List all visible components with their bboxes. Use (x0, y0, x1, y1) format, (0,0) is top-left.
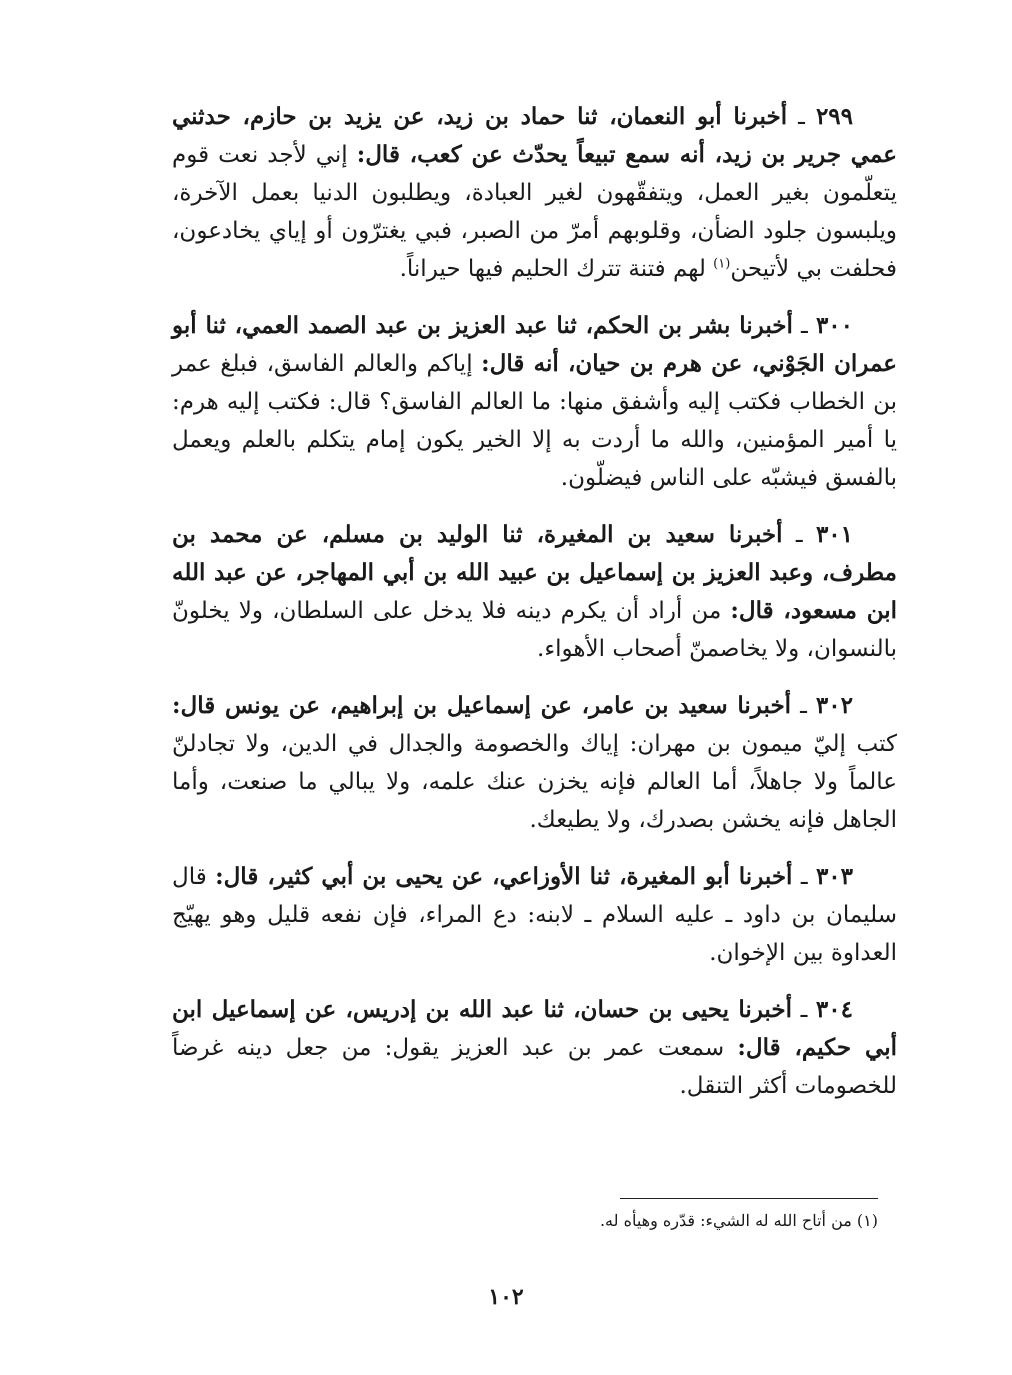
matn-continued: لهم فتنة تترك الحليم فيها حيراناً. (399, 256, 706, 282)
hadith-303 (172, 858, 897, 972)
footnote-reference: (١) (713, 256, 731, 272)
number-dash: ـ (791, 997, 816, 1023)
hadith-number: ٣٠٤ (815, 996, 853, 1023)
footnote-separator (620, 1198, 878, 1199)
footnote: (١) من أتاح الله له الشيء: قدّره وهيأه له. (599, 1211, 878, 1230)
page-number: ١٠٢ (488, 1284, 524, 1310)
main-text (172, 98, 897, 1124)
number-dash: ـ (792, 864, 816, 890)
hadith-number: ٣٠٣ (815, 863, 853, 890)
number-dash: ـ (782, 522, 816, 548)
matn: قال سليمان بن داود ـ عليه السلام ـ لابنه: دع المراء، فإن نفعه قليل وهو يهيّج العداوة بين الإخوان. (172, 864, 897, 966)
number-dash: ـ (787, 104, 816, 130)
number-dash: ـ (792, 313, 816, 339)
isnad: أخبرنا أبو النعمان، ثنا حماد بن زيد، عن يزيد بن حازم، حدثني عمي جرير بن زيد، أنه سمع تبيعاً يحدّث عن كعب، قال: (172, 103, 897, 168)
hadith-302 (172, 687, 897, 839)
hadith-299 (172, 98, 897, 288)
matn: كتب إليّ ميمون بن مهران: إياك والخصومة والجدال في الدين، ولا تجادلنّ عالماً ولا جاهلاً، أما العالم فإنه يخزن عنك علمه، ولا يبالي ما صنعت، وأما الجاهل فإنه يخشن بصدرك، ولا يطيعك. (172, 731, 897, 833)
isnad: أخبرنا سعيد بن عامر، عن إسماعيل بن إبراهيم، عن يونس قال: (172, 692, 792, 719)
hadith-number: ٣٠٠ (815, 312, 853, 339)
hadith-number: ٣٠١ (815, 521, 853, 548)
matn: إني لأجد نعت قوم يتعلّمون بغير العمل، ويتفقّهون لغير العبادة، ويطلبون الدنيا بعمل الآخرة، ويلبسون جلود الضأن، وقلوبهم أمرّ من الصبر، فبي يغترّون أو إياي يخادعون، فحلفت بي لأتيحن (172, 142, 897, 282)
isnad: أخبرنا يحيى بن حسان، ثنا عبد الله بن إدريس، عن إسماعيل ابن أبي حكيم، قال: (172, 996, 897, 1061)
matn: من أراد أن يكرم دينه فلا يدخل على السلطان، ولا يخلونّ بالنسوان، ولا يخاصمنّ أصحاب الأهواء. (172, 598, 897, 662)
hadith-301 (172, 516, 897, 668)
matn: سمعت عمر بن عبد العزيز يقول: من جعل دينه غرضاً للخصومات أكثر التنقل. (172, 1035, 897, 1099)
isnad: أخبرنا بشر بن الحكم، ثنا عبد العزيز بن عبد الصمد العمي، ثنا أبو عمران الجَوْني، عن هرم بن حيان، أنه قال: (172, 312, 898, 377)
isnad: أخبرنا سعيد بن المغيرة، ثنا الوليد بن مسلم، عن محمد بن مطرف، وعبد العزيز بن إسماعيل بن عبيد الله بن أبي المهاجر، عن عبد الله ابن مسعود، قال: (172, 521, 898, 624)
isnad: أخبرنا أبو المغيرة، ثنا الأوزاعي، عن يحيى بن أبي كثير، قال: (215, 863, 793, 890)
hadith-304 (172, 991, 897, 1105)
hadith-300 (172, 307, 897, 497)
matn: إياكم والعالم الفاسق، فبلغ عمر بن الخطاب فكتب إليه وأشفق منها: ما العالم الفاسق؟ قال: فكتب إليه هرم: يا أمير المؤمنين، والله ما أردت به إلا الخير يكون إمام يتكلم بالعلم ويعمل بالفسق فيشبّه على الناس فيضلّون. (172, 351, 897, 491)
hadith-number: ٢٩٩ (815, 103, 853, 130)
hadith-number: ٣٠٢ (815, 692, 853, 719)
number-dash: ـ (791, 693, 816, 719)
